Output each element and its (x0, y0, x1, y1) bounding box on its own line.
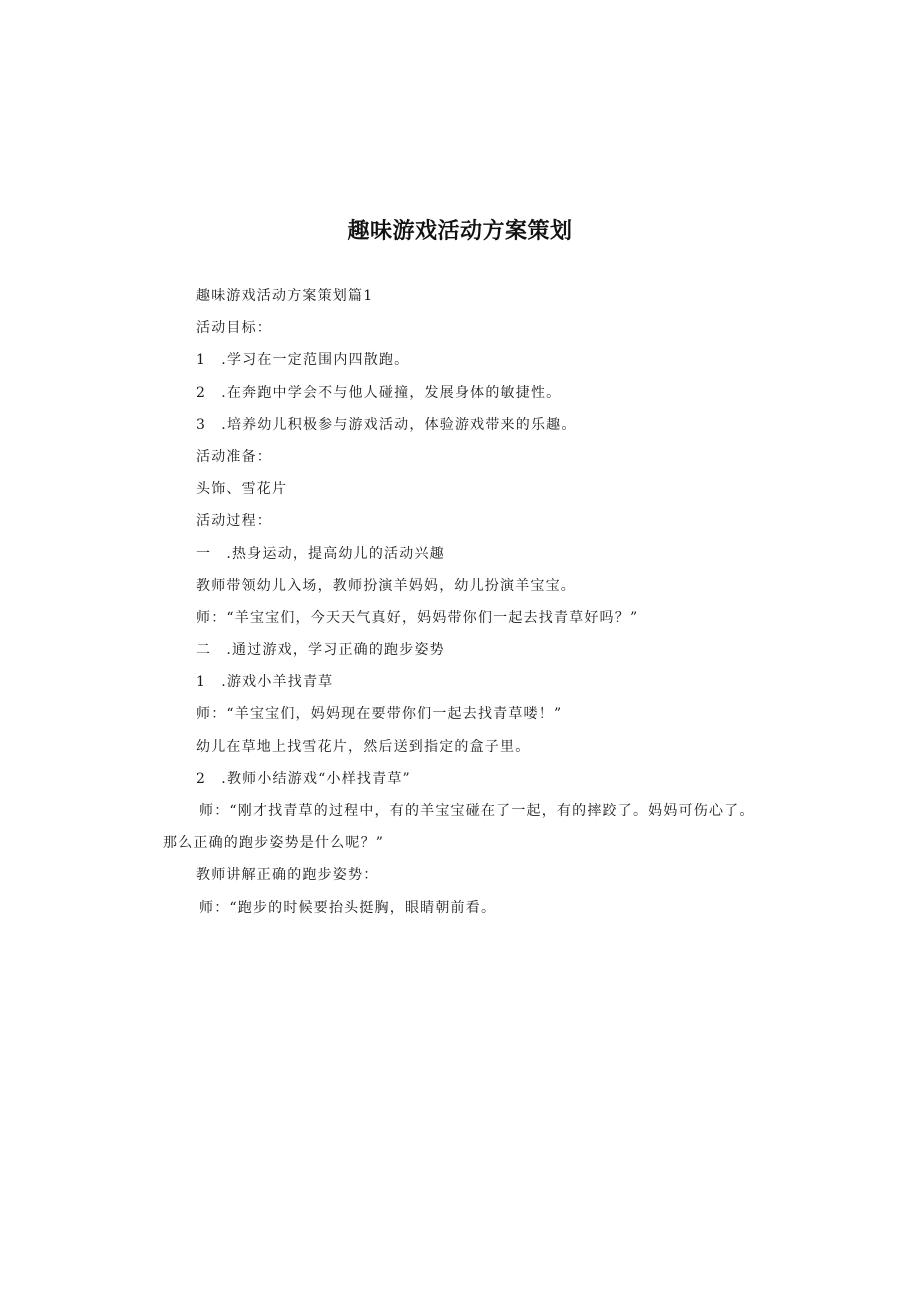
document-body (163, 280, 763, 924)
paragraph-line: 师：“刚才找青草的过程中，有的羊宝宝碰在了一起，有的摔跤了。妈妈可伤心了。 (199, 803, 755, 819)
paragraph-line: 师：“跑步的时候要抬头挺胸，眼睛朝前看。 (199, 899, 497, 916)
paragraph-line: 那么正确的跑步姿势是什么呢？” (163, 835, 385, 852)
paragraph-line: 趣味游戏活动方案策划篇1 (196, 288, 374, 304)
paragraph-line: 活动准备： (196, 448, 272, 465)
paragraph-line: 教师讲解正确的跑步姿势： (196, 867, 379, 884)
paragraph-line: 教师带领幼儿入场，教师扮演羊妈妈，幼儿扮演羊宝宝。 (196, 577, 576, 594)
paragraph-line: 活动目标： (196, 320, 272, 337)
document-title: 趣味游戏活动方案策划 (347, 219, 573, 244)
paragraph-line: 幼儿在草地上找雪花片，然后送到指定的盒子里。 (196, 738, 531, 755)
paragraph-line: 一 .热身运动，提高幼儿的活动兴趣 (196, 545, 445, 562)
paragraph-line: 活动过程： (196, 513, 272, 530)
paragraph-line: 1 .学习在一定范围内四散跑。 (196, 352, 410, 369)
paragraph-line: 头饰、雪花片 (196, 481, 288, 498)
paragraph-line: 3 .培养幼儿积极参与游戏活动，体验游戏带来的乐趣。 (196, 416, 577, 433)
paragraph-line: 师：“羊宝宝们，妈妈现在要带你们一起去找青草喽！” (196, 706, 563, 723)
paragraph-line: 2 .教师小结游戏“小样找青草” (196, 770, 411, 787)
paragraph-line: 2 .在奔跑中学会不与他人碰撞，发展身体的敏捷性。 (196, 384, 562, 401)
paragraph-line: 二 .通过游戏，学习正确的跑步姿势 (196, 642, 445, 659)
paragraph-line: 师：“羊宝宝们，今天天气真好，妈妈带你们一起去找青草好吗？” (196, 609, 639, 626)
paragraph-line: 1 .游戏小羊找青草 (196, 674, 334, 691)
